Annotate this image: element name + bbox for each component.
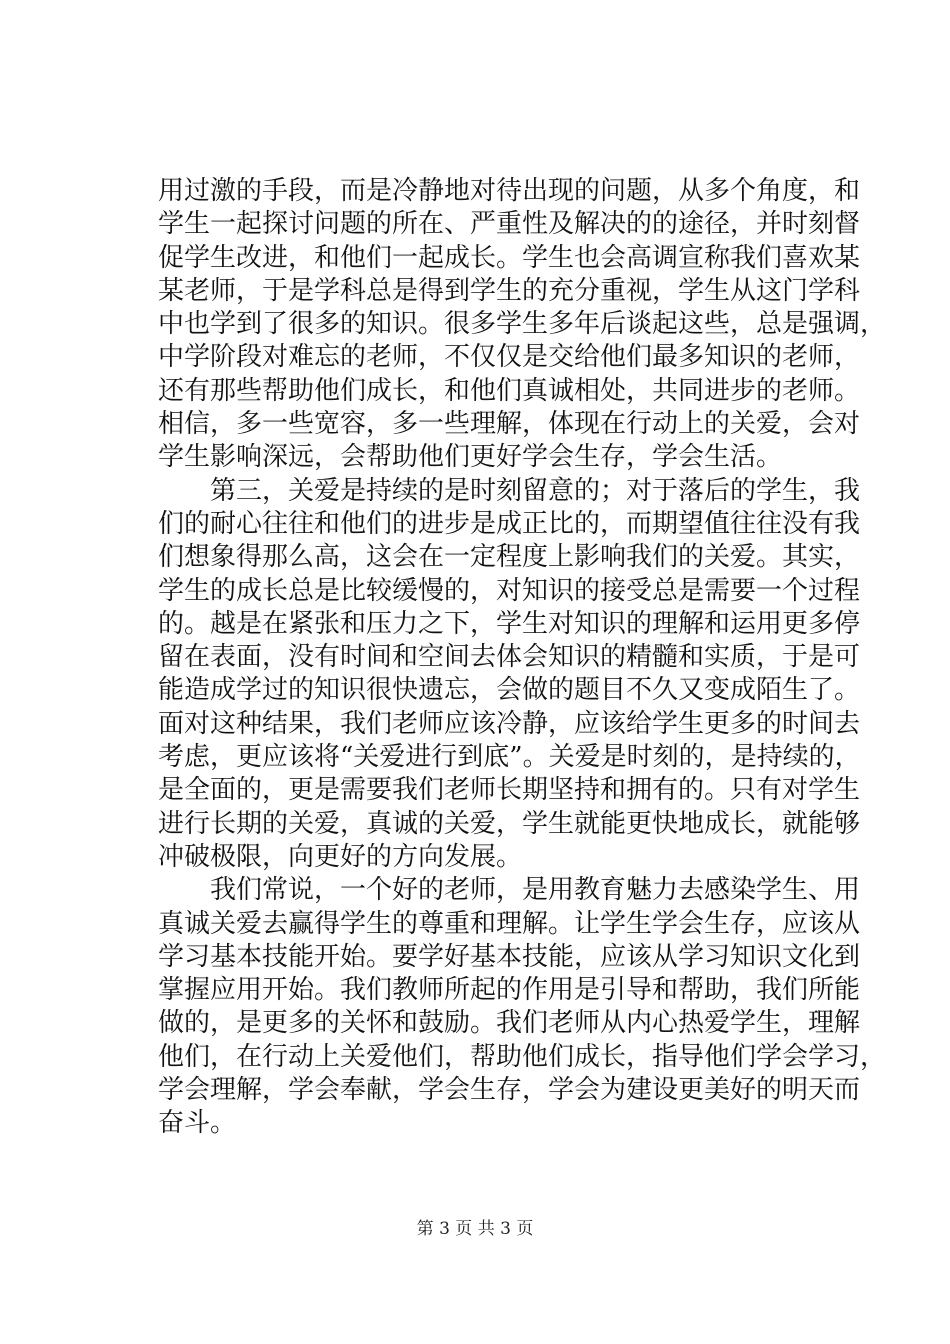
text-line: 我们常说，一个好的老师，是用教育魅力去感染学生、用 xyxy=(158,875,861,906)
text-line: 们的耐心往往和他们的进步是成正比的，而期望值往往没有我 xyxy=(158,508,861,539)
text-line: 中学阶段对难忘的老师，不仅仅是交给他们最多知识的老师， xyxy=(158,342,861,373)
text-line: 相信，多一些宽容，多一些理解，体现在行动上的关爱，会对 xyxy=(158,409,861,440)
text-line: 奋斗。 xyxy=(158,1108,237,1139)
text-line: 考虑，更应该将“关爱进行到底”。关爱是时刻的，是持续的， xyxy=(158,742,861,773)
text-line: 面对这种结果，我们老师应该冷静，应该给学生更多的时间去 xyxy=(158,708,861,739)
paragraph xyxy=(158,475,861,875)
body-text xyxy=(158,175,887,1141)
text-line: 中也学到了很多的知识。很多学生多年后谈起这些，总是强调， xyxy=(158,309,887,340)
text-line: 掌握应用开始。我们教师所起的作用是引导和帮助，我们所能 xyxy=(158,975,861,1006)
text-line: 是全面的，更是需要我们老师长期坚持和拥有的。只有对学生 xyxy=(158,775,861,806)
text-line: 的。越是在紧张和压力之下，学生对知识的理解和运用更多停 xyxy=(158,608,861,639)
text-line: 还有那些帮助他们成长，和他们真诚相处，共同进步的老师。 xyxy=(158,375,861,406)
text-line: 学生一起探讨问题的所在、严重性及解决的的途径，并时刻督 xyxy=(158,209,861,240)
text-line: 冲破极限，向更好的方向发展。 xyxy=(158,841,523,872)
text-line: 们想象得那么高，这会在一定程度上影响我们的关爱。其实， xyxy=(158,542,861,573)
text-line: 能造成学过的知识很快遗忘，会做的题目不久又变成陌生了。 xyxy=(158,675,861,706)
text-line: 进行长期的关爱，真诚的关爱，学生就能更快地成长，就能够 xyxy=(158,808,861,839)
text-line: 做的，是更多的关怀和鼓励。我们老师从内心热爱学生，理解 xyxy=(158,1008,861,1039)
text-line: 真诚关爱去赢得学生的尊重和理解。让学生学会生存，应该从 xyxy=(158,908,861,939)
page-footer: 第 3 页 共 3 页 xyxy=(416,1219,534,1239)
text-line: 学会理解，学会奉献，学会生存，学会为建设更美好的明天而 xyxy=(158,1075,861,1106)
text-line: 学习基本技能开始。要学好基本技能，应该从学习知识文化到 xyxy=(158,941,861,972)
paragraph xyxy=(158,175,887,475)
text-line: 学生的成长总是比较缓慢的，对知识的接受总是需要一个过程 xyxy=(158,575,861,606)
text-line: 用过激的手段，而是冷静地对待出现的问题，从多个角度，和 xyxy=(158,176,861,206)
text-line: 学生影响深远，会帮助他们更好学会生存，学会生活。 xyxy=(158,442,783,473)
text-line: 留在表面，没有时间和空间去体会知识的精髓和实质，于是可 xyxy=(158,642,861,673)
text-line: 第三，关爱是持续的是时刻留意的；对于落后的学生，我 xyxy=(158,475,861,506)
paragraph xyxy=(158,874,887,1140)
text-line: 某老师，于是学科总是得到学生的充分重视，学生从这门学科 xyxy=(158,275,861,306)
text-line: 他们，在行动上关爱他们，帮助他们成长，指导他们学会学习， xyxy=(158,1041,887,1072)
text-line: 促学生改进，和他们一起成长。学生也会高调宣称我们喜欢某 xyxy=(158,242,861,273)
